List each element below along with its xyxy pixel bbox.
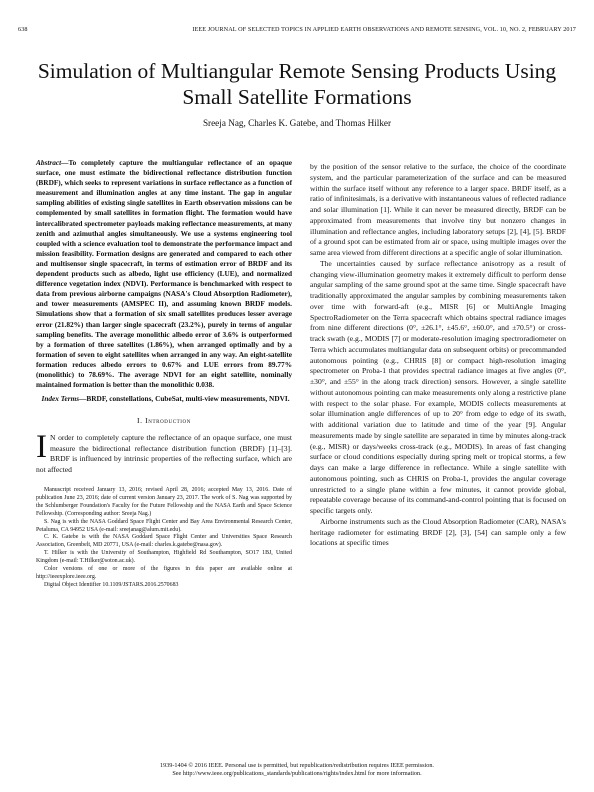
section-heading bbox=[36, 416, 292, 426]
footnotes bbox=[36, 487, 292, 590]
section-title: Introduction bbox=[145, 416, 191, 426]
journal-header: IEEE JOURNAL OF SELECTED TOPICS IN APPLIED EARTH OBSERVATIONS AND REMOTE SENSING, VOL. 10, NO. 2, FEBRUARY 2017 bbox=[192, 26, 576, 33]
footnote-manuscript: Manuscript received January 13, 2016; revised April 28, 2016; accepted May 13, 2016. Date of publication June 23, 2016; date of current version January 23, 2017. The work of S. Nag was supported by the Schlumberger Foundation's Faculty for the Future Fellowship and the NASA Earth and Space Science Fellowship. (Corresponding author: Sreeja Nag.) bbox=[36, 486, 292, 517]
index-terms: Index Terms—BRDF, constellations, CubeSat, multi-view measurements, NDVI. bbox=[41, 394, 290, 404]
footnote-author-hilker: T. Hilker is with the University of Southampton, Highfield Rd Southampton, SO17 1BJ, United Kingdom (e-mail: T.Hilker@soton.ac.uk). bbox=[36, 550, 292, 565]
right-column bbox=[310, 162, 566, 549]
index-terms-text: BRDF, constellations, CubeSat, multi-view measurements, NDVI. bbox=[86, 394, 290, 404]
body-paragraph: by the position of the sensor relative to the surface, the choice of the coordinate system, and the particular parameterization of the surface and can be measured within the surface itself without any reference to a larger space. BRDF itself, as a ratio of infinitesimals, is a derivative with instantaneous values of reflected radiance and solar illumination [1]. While it can never be measured directly, BRDF can be approximated from measurements that involve tiny but nonzero changes in illumination and reflectance angles, including laboratory setups [2], [4], [5]. BRDF of a ground spot can be estimated from air or space, using multiple images over the same area viewed from different directions at a specific angle of solar illumination. bbox=[310, 162, 566, 257]
rights-link-line: See http://www.ieee.org/publications_standards/publications/rights/index.html for more information. bbox=[172, 770, 422, 778]
copyright-footer bbox=[20, 762, 574, 778]
body-paragraph: The uncertainties caused by surface reflectance anisotropy as a result of changing view-illumination geometry makes it extremely difficult to perform dense angular sampling of the same ground spot at the same time. Single spacecraft have traditionally approximated the angular samples by combining measurements taken over time with forward-aft (e.g., MISR [6] or MultiAngle Imaging SpectroRadiometer on the Terra spacecraft which obtains spectral radiance images from nine different directions (0°, ±26.1°, ±45.6°, ±60.0°, and ±70.5°) or cross-track swath (e.g., MODIS [7] or moderate-resolution imaging spectroradiometer on Terra which accumulates multiangular data on subsequent orbits) or precommanded autonomous pointing (e.g., CHRIS [8] or compact high-resolution imaging spectrometer on Proba-1 that provides spectral radiance images at five angles (0°, ±30°, and ±55° in the along track direction) sensors. However, a single satellite without autonomous pointing can make measurements only along a restrictive plane with respect to the solar phase. For example, MODIS collects measurements at solar illumination angle differences of up to 20° from edge to edge of its swath, with additional variation due to latitude and time of the year [9]. Angular measurements made by single satellite are separated in time by minutes along-track (e.g., MISR) or days/weeks cross-track (e.g., MODIS). In areas of fast changing surface or cloud conditions especially during spring melt or tropical storms, a few days can make a large difference in reflectance. While a single satellite with autonomous pointing, such as CHRIS on Proba-1, provides the angular coverage unrestricted to a single plane within a few minutes, it cannot provide global, repeatable coverage because of its command-and-control pointing that is focused on specific targets only. bbox=[310, 258, 566, 515]
paper-title: Simulation of Multiangular Remote Sensing Products Using Small Satellite Formations bbox=[37, 59, 557, 109]
footnote-author-gatebe: C. K. Gatebe is with the NASA Goddard Space Flight Center and Universities Space Research Association, Greenbelt, MD 20771, USA (e-mail: charles.k.gatebe@nasa.gov). bbox=[36, 534, 292, 549]
intro-text: N order to completely capture the reflectance of an opaque surface, one must measure the bidirectional reflectance distribution function (BRDF) [1]–[3]. BRDF is influenced by intrinsic properties of the reflecting surface, which are not affected bbox=[36, 433, 292, 474]
drop-cap: I bbox=[36, 429, 47, 466]
footnote-doi: Digital Object Identifier 10.1109/JSTARS.2016.2570683 bbox=[44, 581, 179, 588]
footnote-author-nag: S. Nag is with the NASA Goddard Space Flight Center and Bay Area Environmental Research Center, Petaluma, CA 94952 USA (e-mail: sreejanag@alum.mit.edu). bbox=[36, 518, 292, 533]
abstract-label: Abstract bbox=[36, 158, 62, 167]
authors: Sreeja Nag, Charles K. Gatebe, and Thomas Hilker bbox=[202, 118, 392, 128]
abstract: Abstract—To completely capture the multiangular reflectance of an opaque surface, one must estimate the bidirectional reflectance distribution function (BRDF), which seeks to represent variations in surface reflectance as a function of measurement and illumination angles at any time instant. The gap in angular sampling abilities of existing single satellites in Earth observation missions can be complemented by small satellites in formation flight. The formation would have intercalibrated spectrometer payloads making reflectance measurements, at many zenith and azimuthal angles simultaneously. We use a systems engineering tool coupled with a science evaluation tool to demonstrate the performance impact and mission feasibility. Formation designs are generated and compared to each other and multisensor single spacecraft, in terms of estimation error of BRDF and its dependent products such as albedo, light use efficiency (LUE), and normalized difference vegetation index (NDVI). Performance is benchmarked with respect to data from previous airborne campaigns (NASA's Cloud Absorption Radiometer), and tower measurements (AMSPEC II), and assuming known BRDF models. Simulations show that a formation of six small satellites produces lesser average error (21.82%) than larger single spacecraft (23.2%), purely in terms of angular sampling benefits. The average monolithic albedo error of 3.6% is outperformed by a formation of three satellites (1.86%), when arranged optimally and by a formation of seven to eight satellites when arranged in any way. An eight-satellite formation reduces albedo errors to 0.67% and LUE errors from 89.77% (monolithic) to 78.69%. The average NDVI for an eight satellite, nominally maintained formation is better than the monolithic 0.038. bbox=[36, 158, 292, 390]
running-header bbox=[18, 26, 576, 36]
footnote-color-versions: Color versions of one or more of the figures in this paper are available online at http://ieeexplore.ieee.org. bbox=[36, 566, 292, 580]
intro-paragraph bbox=[36, 429, 292, 475]
section-numeral: I. bbox=[137, 416, 143, 426]
left-column bbox=[36, 158, 292, 590]
abstract-text: To completely capture the multiangular reflectance of an opaque surface, one must estimate the bidirectional reflectance distribution function (BRDF), which seeks to represent variations in surface reflectance as a function of measurement and illumination angles at any time instant. The gap in angular sampling abilities of existing single satellites in Earth observation missions can be complemented by small satellites in formation flight. The formation would have intercalibrated spectrometer payloads making reflectance measurements, at many zenith and azimuthal angles simultaneously. We use a systems engineering tool coupled with a science evaluation tool to demonstrate the performance impact and mission feasibility. Formation designs are generated and compared to each other and multisensor single spacecraft, in terms of estimation error of BRDF and its dependent products such as albedo, light use efficiency (LUE), and normalized difference vegetation index (NDVI). Performance is benchmarked with respect to data from previous airborne campaigns (NASA's Cloud Absorption Radiometer), and tower measurements (AMSPEC II), and assuming known BRDF models. Simulations show that a formation of six small satellites produces lesser average error (21.82%) than larger single spacecraft (23.2%), purely in terms of angular sampling benefits. The average monolithic albedo error of 3.6% is outperformed by a formation of three satellites (1.86%), when arranged optimally and by a formation of seven to eight satellites when arranged in any way. An eight-satellite formation reduces albedo errors to 0.67% and LUE errors from 89.77% (monolithic) to 78.69%. The average NDVI for an eight satellite, nominally maintained formation is better than the monolithic 0.038. bbox=[36, 158, 292, 390]
index-terms-label: Index Terms bbox=[41, 394, 80, 404]
copyright-line: 1939-1404 © 2016 IEEE. Personal use is permitted, but republication/redistribution requires IEEE permission. bbox=[160, 762, 434, 769]
page-number: 638 bbox=[18, 26, 28, 33]
body-paragraph: Airborne instruments such as the Cloud Absorption Radiometer (CAR), NASA's heritage radiometer for estimating BRDF [2], [3], [54] can sample only a few locations at specific times bbox=[310, 516, 566, 548]
